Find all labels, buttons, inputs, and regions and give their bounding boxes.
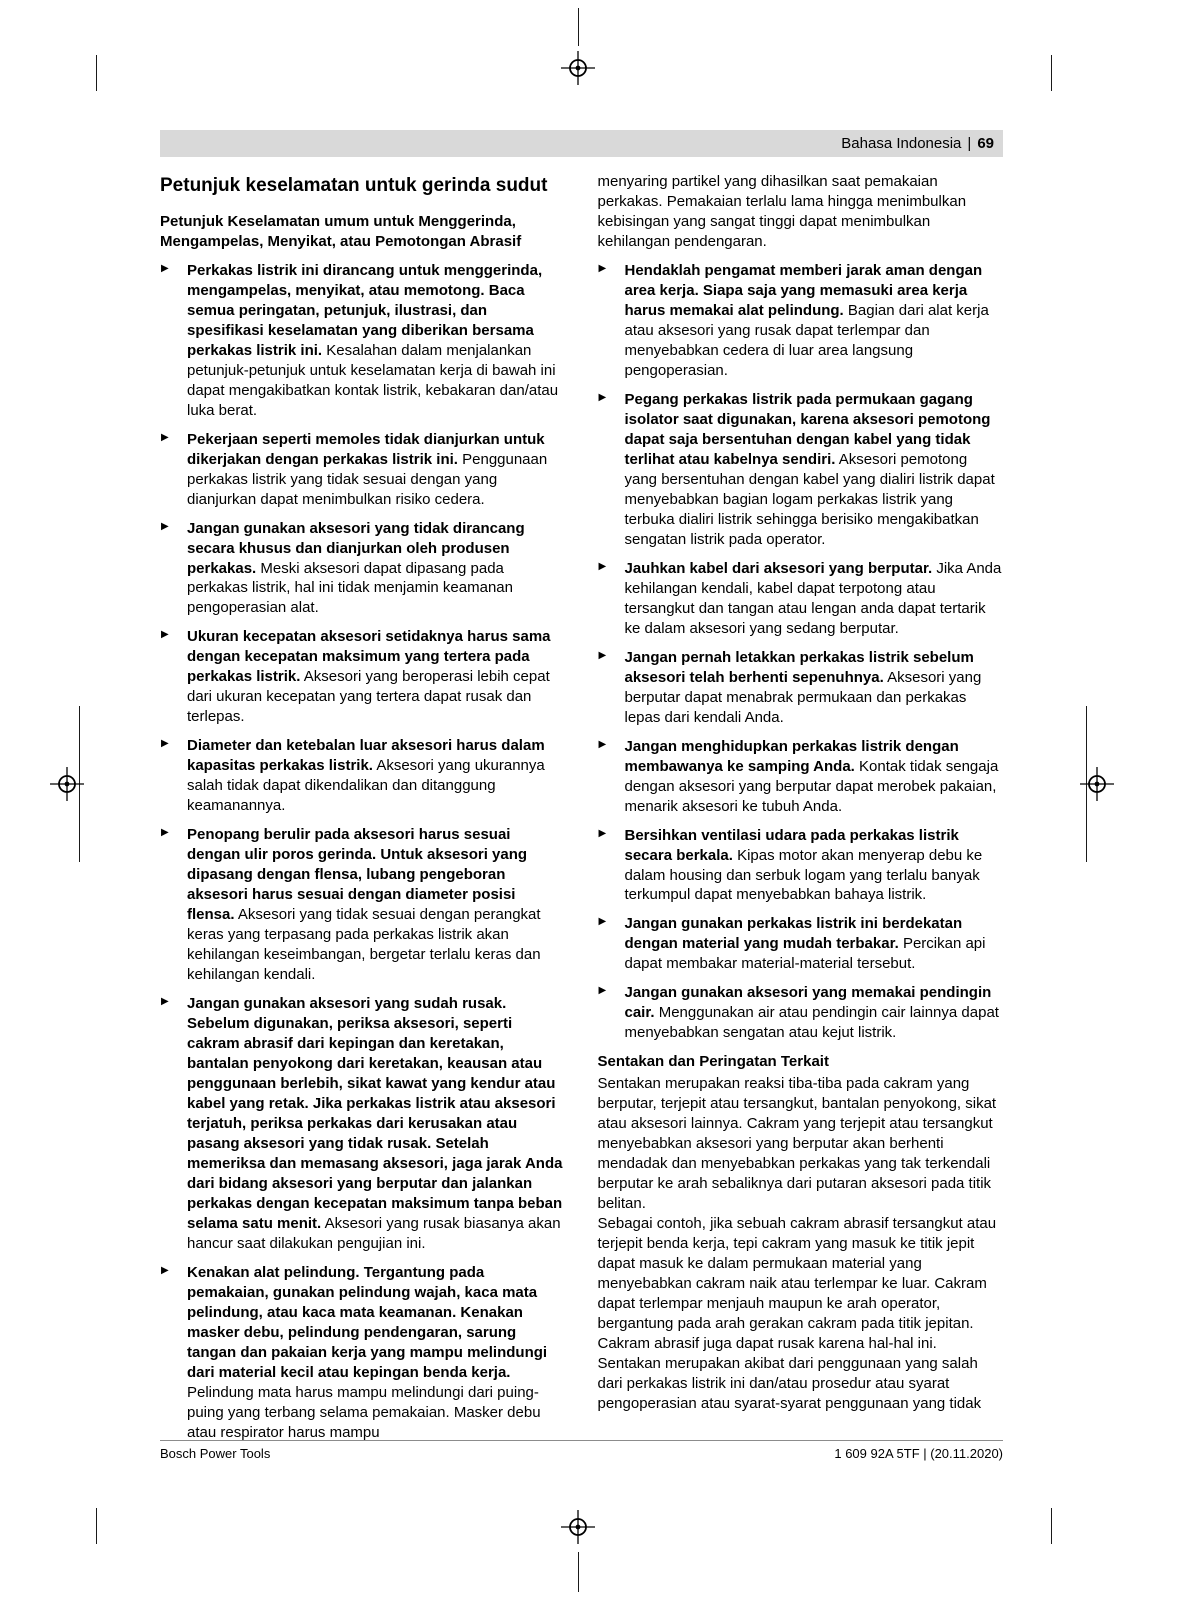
bullet-lead: Pekerjaan seperti memoles tidak dianjurkan untuk dikerjakan dengan perkakas listrik ini. [187,430,545,468]
footer-document-number: 1 609 92A 5TF | (20.11.2020) [834,1446,1003,1461]
safety-bullet [160,519,566,619]
safety-bullet [598,648,1004,728]
bullet-arrow-icon: ▶ [598,560,607,572]
safety-bullet [598,390,1004,550]
bullet-text [187,261,566,421]
continuation-text: menyaring partikel yang dihasilkan saat pemakaian perkakas. Pemakaian terlalu lama hingga menimbulkan kebisingan yang sangat tinggi dapat menimbulkan kehilangan pendengaran. [597,173,967,250]
bullet-body: Aksesori yang rusak biasanya akan hancur saat dilakukan pengujian ini. [187,1215,561,1252]
bullet-body: Kesalahan dalam menjalankan petunjuk-petunjuk untuk keselamatan kerja di bawah ini dapat mengakibatkan kontak listrik, kebakaran dan/atau luka berat. [187,341,559,419]
header-language: Bahasa Indonesia [841,135,962,152]
bullet-body: Pelindung mata harus mampu melindungi dari puing-puing yang terbang selama pemakaian. Masker debu atau respirator harus mampu [187,1383,541,1441]
bullet-text [625,826,1004,906]
page-footer [160,1440,1003,1461]
bullet-body: Aksesori pemotong yang bersentuhan dengan kabel yang dialiri listrik dapat menyebabkan bagian logam perkakas listrik yang terbuka dialiri listrik sehingga berisiko mengakibatkan sengatan listrik pada operator. [624,450,995,548]
bullet-text [187,430,566,510]
safety-bullet [160,1263,566,1443]
bullet-lead: Jangan menghidupkan perkakas listrik dengan membawanya ke samping Anda. [624,737,959,775]
kickback-paragraph: Sebagai contoh, jika sebuah cakram abrasif tersangkut atau terjepit benda kerja, tepi cakram yang masuk ke titik jepit dapat masuk ke dalam permukaan material yang menyebabkan cakram naik atau terlempar ke luar. Cakram dapat terlempar menjauh maupun ke arah operator, bergantung pada arah gerakan cakram pada titik jepitan. Cakram abrasif juga dapat rusak karena hal-hal ini. [597,1215,997,1353]
safety-bullet [598,983,1004,1043]
bullet-text [625,983,1004,1043]
registration-target-icon [561,51,595,85]
section-subtitle: Petunjuk Keselamatan umum untuk Menggerinda, Mengampelas, Menyikat, atau Pemotongan Abrasif [160,212,522,250]
safety-bullet [160,430,566,510]
bullet-lead: Pegang perkakas listrik pada permukaan gagang isolator saat digunakan, karena aksesori pemotong dapat saja bersentuhan dengan kabel yang tidak terlihat atau kabelnya sendiri. [624,390,991,468]
safety-bullet [598,261,1004,381]
bullet-body: Kontak tidak sengaja dengan aksesori yang berputar dapat merobek pakaian, menarik aksesori ke tubuh Anda. [624,757,999,815]
page-header [160,130,1003,157]
bullet-lead: Bersihkan ventilasi udara pada perkakas listrik secara berkala. [624,826,959,864]
bullet-lead: Ukuran kecepatan aksesori setidaknya harus sama dengan kecepatan maksimum yang tertera pada perkakas listrik. [187,628,551,686]
bullet-arrow-icon: ▶ [161,629,169,641]
safety-bullet [160,736,566,816]
bullet-arrow-icon: ▶ [598,916,607,928]
bullet-arrow-icon: ▶ [161,262,169,274]
bullet-arrow-icon: ▶ [161,431,169,443]
bullet-text [625,559,1004,639]
bullet-body: Percikan api dapat membakar material-material tersebut. [624,935,986,973]
kickback-paragraph: Sentakan merupakan reaksi tiba-tiba pada cakram yang berputar, terjepit atau tersangkut, bantalan penyokong, sikat atau aksesori lainnya. Cakram yang terjepit atau tersangkut menyebabkan aksesori yang berputar akan berhenti mendadak dan menyebabkan perkakas yang tak terkendali berputar ke arah sebaliknya dari putaran aksesori pada titik belitan. [597,1075,997,1213]
bullet-arrow-icon: ▶ [598,649,607,661]
registration-target-icon [1080,767,1114,801]
crop-mark-bottom-left-line [96,1508,97,1544]
bullet-lead: Jangan gunakan aksesori yang memakai pendingin cair. [624,984,992,1022]
safety-bullet [598,826,1004,906]
bullet-text [187,519,566,619]
left-column [160,172,566,1452]
header-page-number: 69 [977,135,994,152]
safety-bullet [160,825,566,985]
bullet-body: Meski aksesori dapat dipasang pada perkakas listrik, hal ini tidak menjamin keamanan pengoperasian alat. [187,559,513,617]
bullet-lead: Penopang berulir pada aksesori harus sesuai dengan ulir poros gerinda. Untuk aksesori yang dipasang dengan flensa, lubang pengeboran aksesori harus sesuai dengan diameter posisi flensa. [187,826,528,924]
bullet-body: Bagian dari alat kerja atau aksesori yang rusak dapat terlempar dan menyebabkan cedera di luar area langsung pengoperasian. [624,301,989,379]
kickback-section-title: Sentakan dan Peringatan Terkait [597,1053,829,1071]
registration-target-icon [561,1510,595,1544]
bullet-arrow-icon: ▶ [598,262,607,274]
bullet-arrow-icon: ▶ [598,738,607,750]
crop-mark-top-right-line [1051,55,1052,91]
bullet-lead: Diameter dan ketebalan luar aksesori harus dalam kapasitas perkakas listrik. [187,737,545,775]
header-separator: | [967,135,972,152]
bullet-arrow-icon: ▶ [161,520,169,532]
bullet-lead: Jangan pernah letakkan perkakas listrik sebelum aksesori telah berhenti sepenuhnya. [624,648,974,686]
safety-bullet [598,914,1004,974]
page-body [160,172,1003,1452]
bullet-body: Jika Anda kehilangan kendali, kabel dapat terpotong atau tersangkut dan tangan atau lengan anda dapat tertarik ke dalam aksesori yang sedang berputar. [624,559,1002,637]
bullet-text [625,914,1004,974]
safety-bullet [598,737,1004,817]
right-column [598,172,1004,1452]
bullet-text [187,825,566,985]
bullet-lead: Jangan gunakan aksesori yang tidak dirancang secara khusus dan dianjurkan oleh produsen perkakas. [187,519,525,577]
bullet-text [625,390,1004,550]
bullet-text [187,627,566,727]
bullet-body: Aksesori yang tidak sesuai dengan perangkat keras yang terpasang pada perkakas listrik akan kehilangan keseimbangan, bergetar terlalu keras dan kehilangan kendali. [187,906,541,984]
bullet-lead: Perkakas listrik ini dirancang untuk menggerinda, mengampelas, menyikat, atau memotong. Baca semua peringatan, petunjuk, ilustrasi, dan spesifikasi keselamatan yang diberikan bersama perkakas listrik ini. [187,261,543,359]
bullet-lead: Jauhkan kabel dari aksesori yang berputar. [624,559,933,577]
bullet-body: Kipas motor akan menyerap debu ke dalam housing dan serbuk logam yang terlalu banyak terkumpul dapat menyebabkan bahaya listrik. [624,846,983,904]
bullet-body: Aksesori yang ukurannya salah tidak dapat dikendalikan dan ditanggung keamanannya. [187,757,545,815]
kickback-paragraph: Sentakan merupakan akibat dari penggunaan yang salah dari perkakas listrik ini dan/atau prosedur atau syarat pengoperasian atau syarat-syarat penggunaan yang tidak [597,1355,982,1413]
bullet-text [187,994,566,1254]
bullet-arrow-icon: ▶ [598,827,607,839]
bullet-text [625,261,1004,381]
bullet-arrow-icon: ▶ [161,827,169,839]
bullet-text [625,737,1004,817]
crop-mark-bottom-center-line [578,1552,579,1592]
bullet-arrow-icon: ▶ [598,391,607,403]
bullet-arrow-icon: ▶ [161,738,169,750]
bullet-arrow-icon: ▶ [161,1264,169,1276]
bullet-lead: Jangan gunakan aksesori yang sudah rusak. Sebelum digunakan, periksa aksesori, seperti cakram abrasif dari kepingan dan keretakan, bantalan penyokong dari keretakan, keausan atau penggunaan berlebih, sikat kawat yang kendur atau kabel yang retak. Jika perkakas listrik atau aksesori terjatuh, periksa perkakas dari kerusakan atau pasang aksesori yang tidak rusak. Setelah memeriksa dan memasang aksesori, jaga jarak Anda dari bidang aksesori yang berputar dan jalankan perkakas dengan kecepatan maksimum tanpa beban selama satu menit. [187,995,563,1233]
safety-bullet [598,559,1004,639]
bullet-lead: Kenakan alat pelindung. Tergantung pada pemakaian, gunakan pelindung wajah, kaca mata pelindung, atau kaca mata keamanan. Kenakan masker debu, pelindung pendengaran, sarung tangan dan pakaian kerja yang mampu melindungi dari material kecil atau kepingan benda kerja. [187,1263,548,1381]
page-title: Petunjuk keselamatan untuk gerinda sudut [160,175,548,196]
registration-target-icon [50,767,84,801]
bullet-text [187,1263,566,1443]
bullet-lead: Hendaklah pengamat memberi jarak aman dengan area kerja. Siapa saja yang memasuki area kerja harus memakai alat pelindung. [624,261,983,319]
bullet-body: Penggunaan perkakas listrik yang tidak sesuai dengan yang dianjurkan dapat menimbulkan risiko cedera. [187,450,548,508]
safety-bullet [160,261,566,421]
crop-mark-bottom-right-line [1051,1508,1052,1544]
bullet-lead: Jangan gunakan perkakas listrik ini berdekatan dengan material yang mudah terbakar. [624,915,963,953]
bullet-arrow-icon: ▶ [598,985,607,997]
bullet-text [625,648,1004,728]
footer-brand: Bosch Power Tools [160,1446,271,1461]
bullet-text [187,736,566,816]
bullet-body: Aksesori yang beroperasi lebih cepat dari ukuran kecepatan yang tertera dapat rusak dan terlepas. [187,668,550,726]
crop-mark-top-center-line [578,8,579,46]
safety-bullet [160,994,566,1254]
safety-bullet [160,627,566,727]
crop-mark-top-left-line [96,55,97,91]
bullet-arrow-icon: ▶ [161,996,169,1008]
bullet-body: Aksesori yang berputar dapat menabrak permukaan dan perkakas lepas dari kendali Anda. [624,668,982,726]
bullet-body: Menggunakan air atau pendingin cair lainnya dapat menyebabkan sengatan atau kejut listrik. [624,1004,999,1042]
